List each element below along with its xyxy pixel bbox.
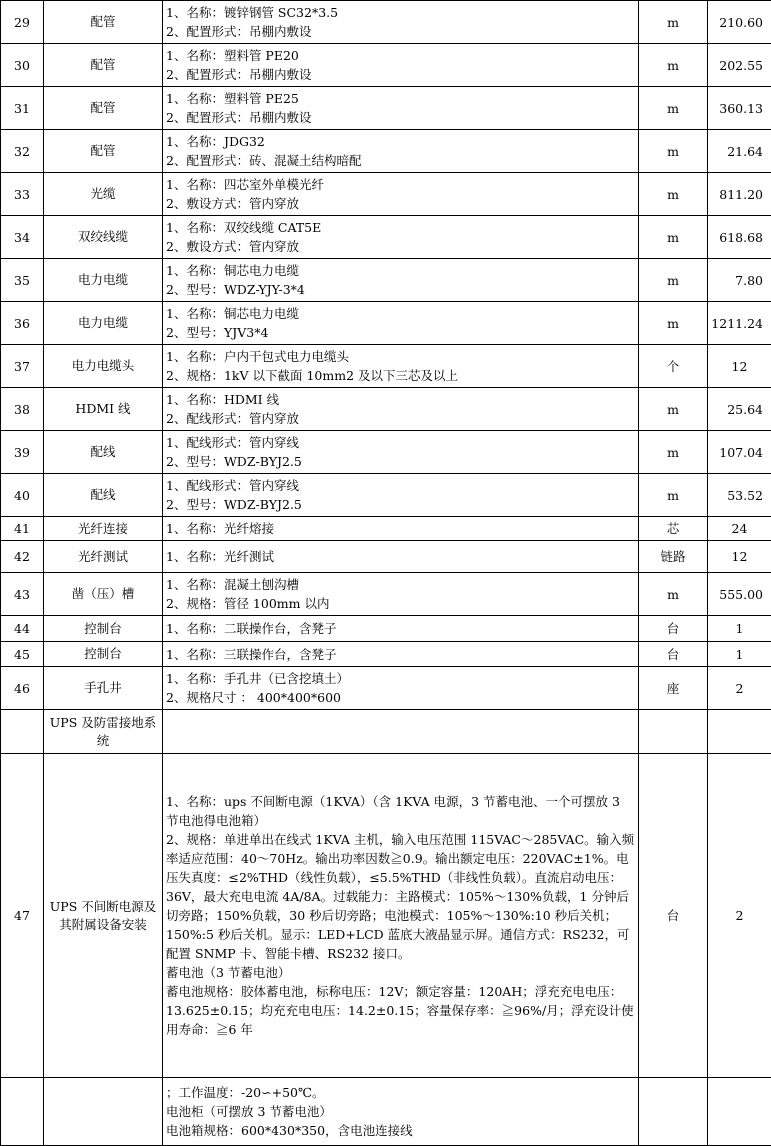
item-name: HDMI 线	[44, 388, 163, 431]
item-description	[163, 216, 639, 259]
table-row	[1, 431, 771, 474]
item-quantity: 25.64	[708, 388, 771, 431]
item-quantity: 618.68	[708, 216, 771, 259]
item-name: 控制台	[44, 642, 163, 667]
item-name: 配管	[44, 1, 163, 44]
description-line: 2、规格：1kV 以下截面 10mm2 及以下三芯及以上	[166, 366, 635, 385]
description-line: 电池柜（可摆放 3 节蓄电池）	[166, 1102, 635, 1121]
item-description	[163, 345, 639, 388]
item-name: 控制台	[44, 616, 163, 642]
item-number: 33	[1, 173, 44, 216]
item-name: 配管	[44, 130, 163, 173]
description-line: 1、名称：混凝土刨沟槽	[166, 575, 635, 594]
table-body	[1, 1, 771, 1146]
description-line: 1、名称：光纤熔接	[166, 519, 635, 538]
item-quantity: 555.00	[708, 573, 771, 616]
item-name: 配线	[44, 431, 163, 474]
description-line: 1、名称：二联操作台，含凳子	[166, 619, 635, 638]
item-name: 光缆	[44, 173, 163, 216]
table-row	[1, 474, 771, 517]
section-header-row	[1, 710, 771, 754]
description-line: 2、配置形式：吊棚内敷设	[166, 22, 635, 41]
item-quantity: 2	[708, 667, 771, 710]
item-description	[163, 541, 639, 573]
item-description	[163, 474, 639, 517]
description-line: 1、名称：铜芯电力电缆	[166, 304, 635, 323]
item-quantity: 360.13	[708, 87, 771, 130]
item-name: 电力电缆头	[44, 345, 163, 388]
item-number: 30	[1, 44, 44, 87]
description-line: 蓄电池（3 节蓄电池）	[166, 963, 635, 982]
item-quantity: 7.80	[708, 259, 771, 302]
item-name: 配线	[44, 474, 163, 517]
item-unit: m	[639, 431, 708, 474]
item-number	[1, 1078, 44, 1146]
item-number: 41	[1, 517, 44, 541]
description-line: 2、型号：YJV3*4	[166, 323, 635, 342]
item-number: 40	[1, 474, 44, 517]
description-line: 2、敷设方式：管内穿放	[166, 237, 635, 256]
item-quantity	[708, 1078, 771, 1146]
description-line: 1、名称：户内干包式电力电缆头	[166, 347, 635, 366]
item-quantity: 12	[708, 541, 771, 573]
item-unit: m	[639, 259, 708, 302]
item-quantity: 210.60	[708, 1, 771, 44]
item-number: 34	[1, 216, 44, 259]
item-number: 43	[1, 573, 44, 616]
description-line: 1、名称：四芯室外单模光纤	[166, 175, 635, 194]
item-quantity: 21.64	[708, 130, 771, 173]
table-row	[1, 87, 771, 130]
item-quantity: 2	[708, 754, 771, 1078]
item-unit: 个	[639, 345, 708, 388]
item-name: 配管	[44, 44, 163, 87]
item-unit: 座	[639, 667, 708, 710]
item-number: 39	[1, 431, 44, 474]
item-name: 凿（压）槽	[44, 573, 163, 616]
table-row	[1, 130, 771, 173]
table-row	[1, 173, 771, 216]
description-line: 1、配线形式：管内穿线	[166, 476, 635, 495]
item-unit: 台	[639, 754, 708, 1078]
item-quantity: 1	[708, 642, 771, 667]
item-quantity: 1	[708, 616, 771, 642]
item-name: 双绞线缆	[44, 216, 163, 259]
item-number: 31	[1, 87, 44, 130]
description-line: 2、规格：单进单出在线式 1KVA 主机，输入电压范围 115VAC～285VAC。输入频率适应范围：40～70Hz。输出功率因数≧0.9。输出额定电压：220VAC±1%。电压失真度：≤2%THD（线性负载），≤5.5%THD（非线性负载）。直流启动电压：36V，最大充电电流 4A/8A。过载能力：主路模式：105%～130%负载，1 分钟后切旁路；150%负载，30 秒后切旁路；电池模式：105%～130%:10 秒后关机；150%:5 秒后关机。显示：LED+LCD 蓝底大液晶显示屏。通信方式：RS232，可配置 SNMP 卡、智能卡槽、RS232 接口。	[166, 830, 635, 963]
item-name: 配管	[44, 87, 163, 130]
item-description	[163, 573, 639, 616]
item-number	[1, 710, 44, 754]
description-line: ；工作温度：-20∽+50℃。	[166, 1083, 635, 1102]
description-line: 1、名称：光纤测试	[166, 547, 635, 566]
description-line: 1、名称：手孔井（已含挖填土）	[166, 669, 635, 688]
item-unit: m	[639, 1, 708, 44]
item-unit: m	[639, 474, 708, 517]
description-line: 1、名称：三联操作台，含凳子	[166, 645, 635, 664]
description-line: 2、配置形式：砖、混凝土结构暗配	[166, 151, 635, 170]
item-description	[163, 431, 639, 474]
item-description	[163, 259, 639, 302]
item-unit: 台	[639, 616, 708, 642]
item-name: 电力电缆	[44, 302, 163, 345]
item-quantity: 811.20	[708, 173, 771, 216]
item-unit: 芯	[639, 517, 708, 541]
item-quantity: 53.52	[708, 474, 771, 517]
table-row	[1, 573, 771, 616]
item-number: 38	[1, 388, 44, 431]
item-name: 手孔井	[44, 667, 163, 710]
item-unit: m	[639, 302, 708, 345]
item-description	[163, 1078, 639, 1146]
item-name: 光纤连接	[44, 517, 163, 541]
item-quantity: 12	[708, 345, 771, 388]
description-line: 1、名称：HDMI 线	[166, 390, 635, 409]
item-unit: m	[639, 130, 708, 173]
table-row-continuation	[1, 1078, 771, 1146]
item-number: 35	[1, 259, 44, 302]
item-description	[163, 754, 639, 1078]
description-line: 2、配线形式：管内穿放	[166, 409, 635, 428]
table-row	[1, 667, 771, 710]
description-line: 2、规格尺寸 ： 400*400*600	[166, 688, 635, 707]
table-row	[1, 302, 771, 345]
item-description	[163, 616, 639, 642]
description-line: 2、配置形式：吊棚内敷设	[166, 108, 635, 127]
table-row	[1, 541, 771, 573]
section-title: UPS 及防雷接地系统	[44, 710, 163, 754]
item-unit: m	[639, 173, 708, 216]
table-row	[1, 517, 771, 541]
table-row	[1, 616, 771, 642]
description-line: 1、名称：镀锌钢管 SC32*3.5	[166, 3, 635, 22]
item-name: 光纤测试	[44, 541, 163, 573]
item-unit: m	[639, 388, 708, 431]
item-unit	[639, 1078, 708, 1146]
item-description	[163, 667, 639, 710]
item-name: UPS 不间断电源及其附属设备安装	[44, 754, 163, 1078]
item-number: 42	[1, 541, 44, 573]
description-line: 2、型号：WDZ-BYJ2.5	[166, 495, 635, 514]
item-unit	[639, 710, 708, 754]
item-quantity: 202.55	[708, 44, 771, 87]
item-number: 45	[1, 642, 44, 667]
item-number: 44	[1, 616, 44, 642]
description-line: 2、型号：WDZ-BYJ2.5	[166, 452, 635, 471]
item-description	[163, 87, 639, 130]
description-line: 1、名称：铜芯电力电缆	[166, 261, 635, 280]
item-description	[163, 130, 639, 173]
description-line: 蓄电池规格：胶体蓄电池，标称电压：12V；额定容量：120AH；浮充充电电压：13.625±0.15；均充充电电压：14.2±0.15；容量保存率：≧96%/月；浮充设计使用寿命：≧6 年	[166, 982, 635, 1039]
item-description	[163, 388, 639, 431]
description-line: 2、敷设方式：管内穿放	[166, 194, 635, 213]
item-quantity	[708, 710, 771, 754]
item-name: 电力电缆	[44, 259, 163, 302]
description-line: 1、名称：ups 不间断电源（1KVA）（含 1KVA 电源，3 节蓄电池、一个可摆放 3 节电池得电池箱）	[166, 792, 635, 830]
description-line: 1、名称：双绞线缆 CAT5E	[166, 218, 635, 237]
description-line: 1、名称：塑料管 PE20	[166, 46, 635, 65]
description-line: 2、型号：WDZ-YJY-3*4	[166, 280, 635, 299]
item-quantity: 1211.24	[708, 302, 771, 345]
item-unit: m	[639, 44, 708, 87]
table-row	[1, 216, 771, 259]
item-unit: 链路	[639, 541, 708, 573]
item-number: 37	[1, 345, 44, 388]
table-row	[1, 754, 771, 1078]
item-number: 29	[1, 1, 44, 44]
item-description	[163, 642, 639, 667]
item-unit: m	[639, 216, 708, 259]
item-unit: m	[639, 87, 708, 130]
description-line: 2、配置形式：吊棚内敷设	[166, 65, 635, 84]
description-line: 1、名称：塑料管 PE25	[166, 89, 635, 108]
table-row	[1, 388, 771, 431]
item-number: 32	[1, 130, 44, 173]
item-quantity: 24	[708, 517, 771, 541]
item-name	[44, 1078, 163, 1146]
table-row	[1, 642, 771, 667]
item-number: 47	[1, 754, 44, 1078]
table-row	[1, 259, 771, 302]
item-description	[163, 710, 639, 754]
item-unit: 台	[639, 642, 708, 667]
description-line: 1、名称：JDG32	[166, 132, 635, 151]
item-number: 46	[1, 667, 44, 710]
description-line: 2、规格：管径 100mm 以内	[166, 594, 635, 613]
item-description	[163, 517, 639, 541]
item-description	[163, 1, 639, 44]
item-quantity: 107.04	[708, 431, 771, 474]
item-description	[163, 44, 639, 87]
description-line: 1、配线形式：管内穿线	[166, 433, 635, 452]
item-description	[163, 302, 639, 345]
item-number: 36	[1, 302, 44, 345]
item-description	[163, 173, 639, 216]
table-row	[1, 345, 771, 388]
item-unit: m	[639, 573, 708, 616]
description-line: 电池箱规格：600*430*350，含电池连接线	[166, 1121, 635, 1140]
table-row	[1, 1, 771, 44]
table-row	[1, 44, 771, 87]
